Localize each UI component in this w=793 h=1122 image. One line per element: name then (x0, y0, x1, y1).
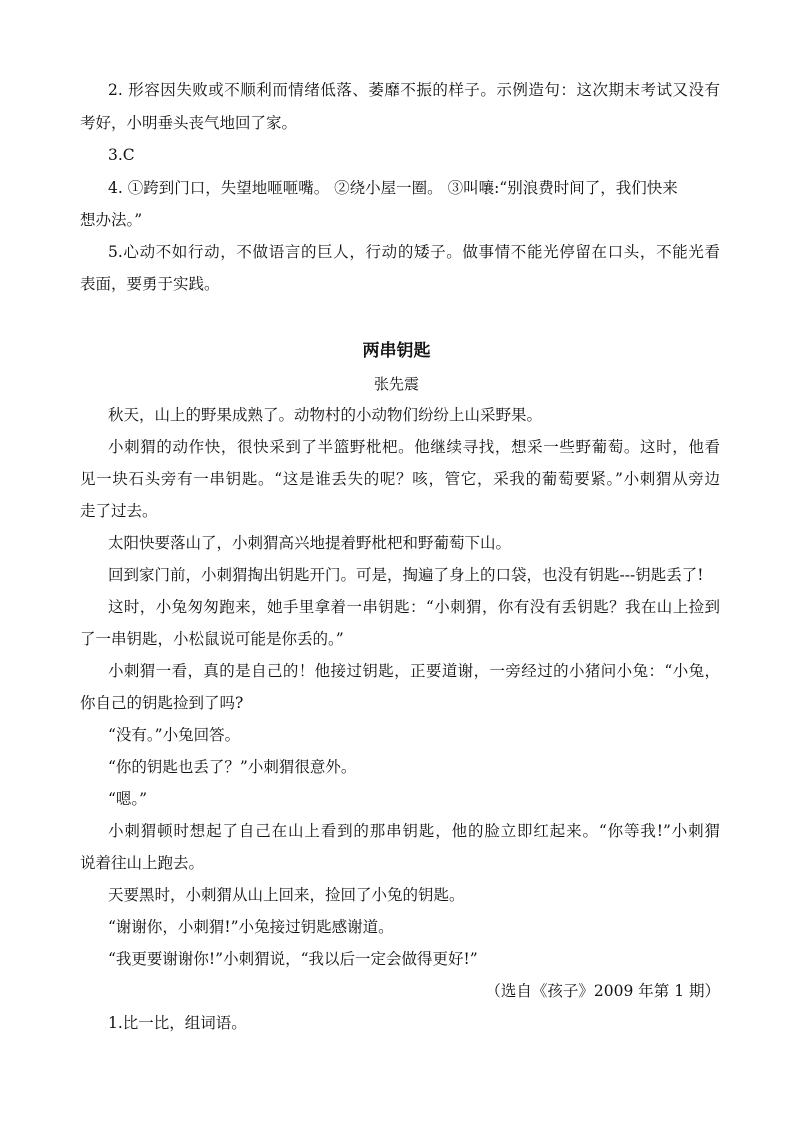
paragraph-1: 秋天，山上的野果成熟了。动物村的小动物们纷纷上山采野果。 (108, 406, 543, 424)
article-author: 张先震 (373, 375, 419, 393)
paragraph-5-line-2: 了一串钥匙，小松鼠说可能是你丢的。” (80, 630, 344, 648)
paragraph-5-line-1: 这时，小兔匆匆跑来，她手里拿着一串钥匙：“小刺猬，你有没有丢钥匙？我在山上捡到 (108, 598, 720, 616)
paragraph-6-line-1: 小刺猬一看，真的是自己的！他接过钥匙，正要道谢，一旁经过的小猪问小兔：“小兔， (108, 662, 720, 680)
paragraph-8: “你的钥匙也丢了？”小刺猬很意外。 (108, 758, 357, 776)
paragraph-6-line-2: 你自己的钥匙捡到了吗? (80, 694, 244, 712)
answer-2-line-1: 2. 形容因失败或不顺利而情绪低落、萎靡不振的样子。示例造句：这次期末考试又没有 (108, 81, 720, 99)
paragraph-2-line-2: 见一块石头旁有一串钥匙。“这是谁丢失的呢？咳，管它，采我的葡萄要紧。”小刺猬从旁边 (80, 470, 720, 488)
answer-4-line-1: 4. ①跨到门口，失望地咂咂嘴。 ②绕小屋一圈。 ③叫嚷:“别浪费时间了，我们快来 (108, 179, 678, 197)
paragraph-3: 太阳快要落山了，小刺猬高兴地提着野枇杷和野葡萄下山。 (108, 534, 512, 552)
paragraph-4: 回到家门前，小刺猬掏出钥匙开门。可是，掏遍了身上的口袋，也没有钥匙---钥匙丢了! (108, 566, 704, 584)
paragraph-9: “嗯。” (108, 790, 148, 808)
paragraph-10-line-1: 小刺猬顿时想起了自己在山上看到的那串钥匙，他的脸立即红起来。“你等我!”小刺猬 (108, 822, 720, 840)
paragraph-11: 天要黑时，小刺猬从山上回来，捡回了小兔的钥匙。 (108, 886, 465, 904)
answer-3: 3.C (108, 146, 135, 164)
answer-4-line-2: 想办法。” (80, 211, 143, 229)
answer-2-line-2: 考好，小明垂头丧气地回了家。 (80, 114, 298, 132)
paragraph-12: “谢谢你，小刺猬!”小兔接过钥匙感谢道。 (108, 918, 394, 936)
paragraph-13: “我更要谢谢你!”小刺猬说，“我以后一定会做得更好!” (108, 950, 478, 968)
article-title: 两串钥匙 (362, 341, 431, 361)
paragraph-10-line-2: 说着往山上跑去。 (80, 854, 205, 872)
paragraph-7: “没有。”小兔回答。 (108, 726, 241, 744)
article-source: （选自《孩子》2009 年第 1 期） (485, 982, 720, 1000)
question-1: 1.比一比，组词语。 (108, 1014, 247, 1032)
answer-5-line-1: 5.心动不如行动，不做语言的巨人，行动的矮子。做事情不能光停留在口头，不能光看 (108, 243, 720, 261)
answer-5-line-2: 表面，要勇于实践。 (80, 275, 220, 293)
paragraph-2-line-1: 小刺猬的动作快，很快采到了半篮野枇杷。他继续寻找，想采一些野葡萄。这时，他看 (108, 438, 720, 456)
paragraph-2-line-3: 走了过去。 (80, 502, 158, 520)
